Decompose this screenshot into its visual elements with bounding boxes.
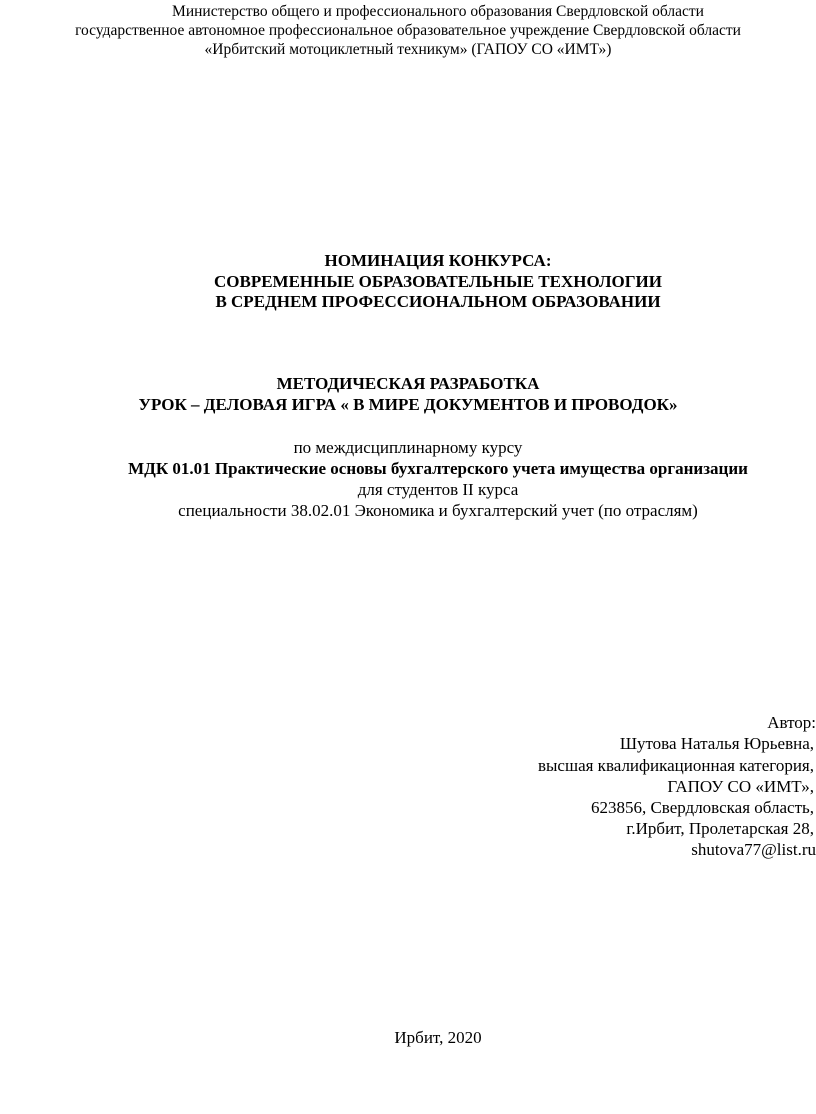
author-address-1: 623856, Свердловская область, [590,798,814,817]
students-line: для студентов II курса [357,480,519,499]
ministry-line: Министерство общего и профессионального образования Свердловской области [172,3,704,20]
nomination-line-2: СОВРЕМЕННЫЕ ОБРАЗОВАТЕЛЬНЫЕ ТЕХНОЛОГИИ [213,272,663,291]
specialty-line: специальности 38.02.01 Экономика и бухгалтерский учет (по отраслям) [178,501,698,520]
institution-name-line: «Ирбитский мотоциклетный техникум» (ГАПОУ СО «ИМТ») [204,41,612,58]
author-label: Автор: [767,713,816,732]
course-intro: по междисциплинарному курсу [293,438,523,457]
methodical-title: МЕТОДИЧЕСКАЯ РАЗРАБОТКА [276,374,540,393]
author-name: Шутова Наталья Юрьевна, [619,734,814,753]
author-organization: ГАПОУ СО «ИМТ», [667,777,814,796]
course-name: МДК 01.01 Практические основы бухгалтерского учета имущества организации [128,459,748,478]
author-address-2: г.Ирбит, Пролетарская 28, [626,819,814,838]
author-category: высшая квалификационная категория, [537,756,814,775]
lesson-title: УРОК – ДЕЛОВАЯ ИГРА « В МИРЕ ДОКУМЕНТОВ И ПРОВОДОК» [138,395,678,414]
institution-line: государственное автономное профессиональное образовательное учреждение Свердловской области [75,22,741,39]
nomination-line-3: В СРЕДНЕМ ПРОФЕССИОНАЛЬНОМ ОБРАЗОВАНИИ [215,292,661,311]
city-year: Ирбит, 2020 [394,1028,482,1047]
author-email: shutova77@list.ru [691,840,816,859]
nomination-title: НОМИНАЦИЯ КОНКУРСА: [324,251,552,270]
